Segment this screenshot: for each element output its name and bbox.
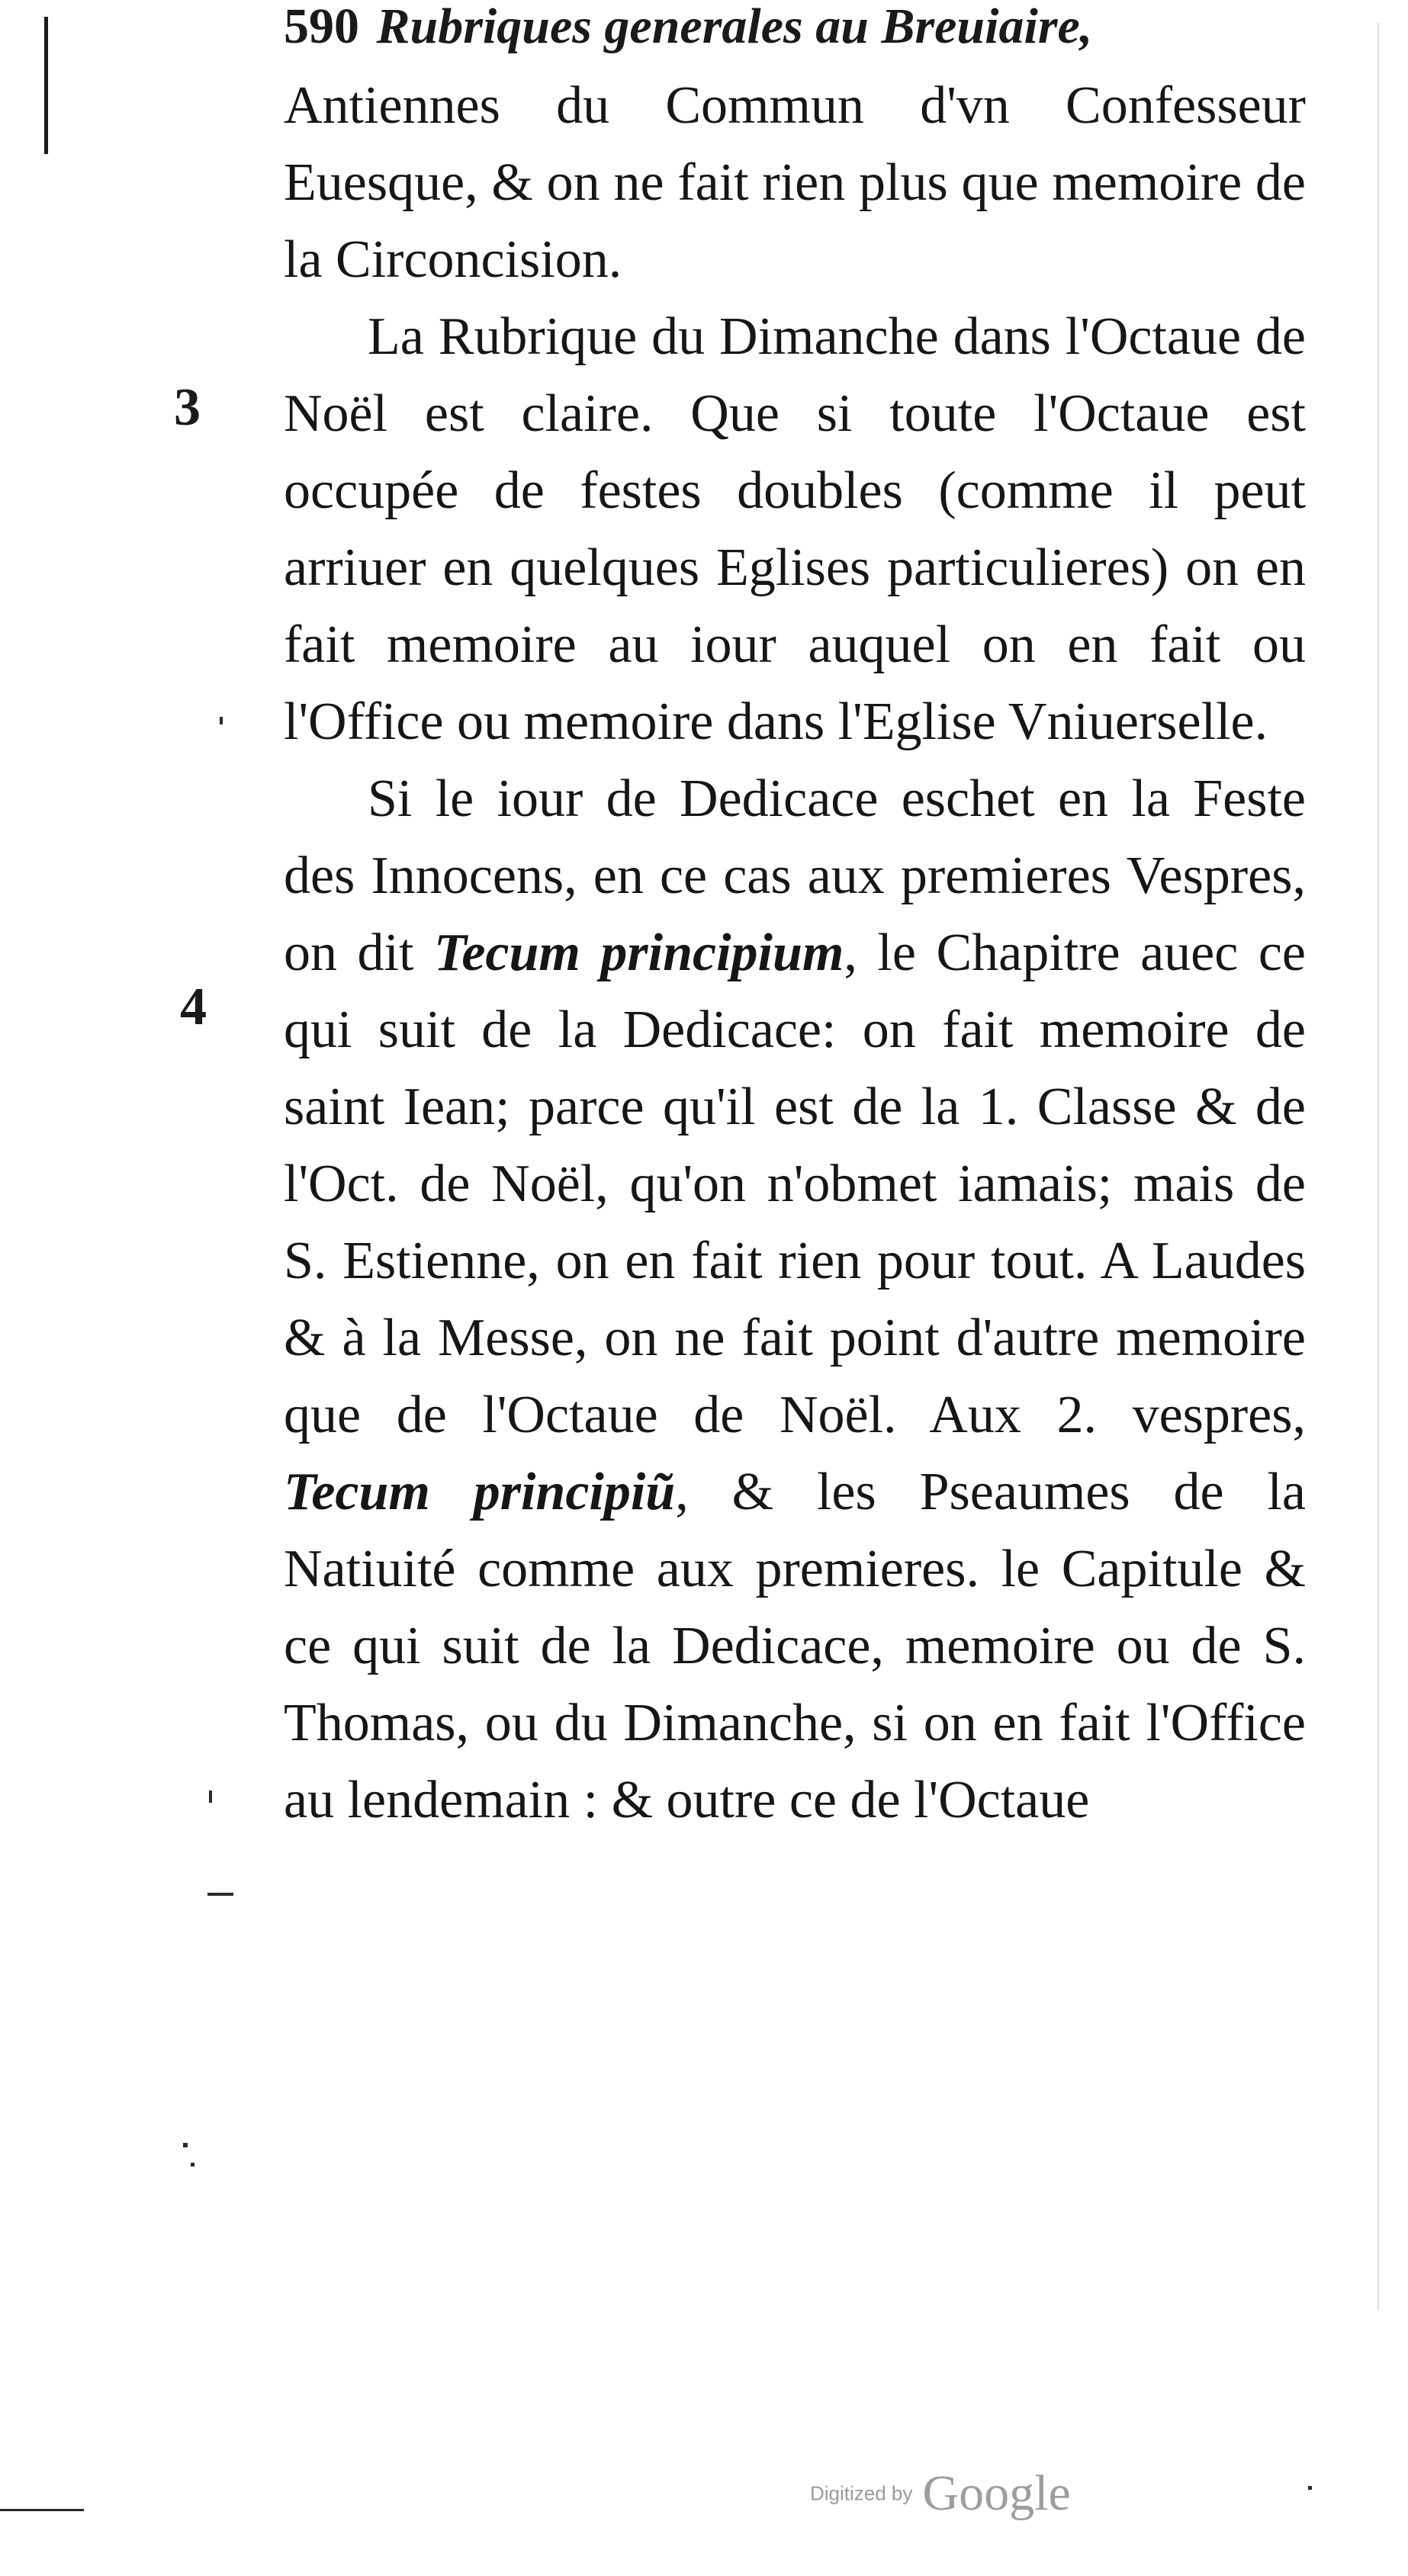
scan-edge-mark [44,17,48,154]
scan-speck [209,1791,212,1803]
digitization-watermark [810,2465,1130,2526]
google-logo: Google [922,2465,1071,2521]
running-title: Rubriques generales au Breuiaire, [376,0,1093,53]
paragraph-3: La Rubrique du Dimanche dans l'Octaue de Noël est claire. Que si toute l'Octaue est occupée de festes doubles (comme il peut arriuer en quelques Eglises particulieres) on en fait memoire au iour auquel on en fait ou l'Office ou memoire dans l'Eglise Vniuerselle. [284,307,1306,751]
digitized-by-label: Digitized by [810,2481,913,2505]
paragraph-4-part-1: Si le iour de Dedicace eschet en la Feste des Innocens, en ce cas aux premieres Vespres, on dit [284,769,1306,982]
scan-speck [220,717,223,724]
paragraph-continuation: Antiennes du Commun d'vn Confesseur Euesque, & on ne fait rien plus que memoire de la Circoncision. [284,76,1306,289]
paragraph-number-4: 4 [180,978,207,1036]
scan-bottom-mark [0,2509,84,2511]
scan-speck [191,2163,194,2166]
page-number: 590 [284,0,359,53]
running-header [284,0,1344,53]
scan-speck [183,2143,188,2147]
paragraph-number-3: 3 [174,378,201,437]
body-text [284,67,1306,1839]
scan-gutter-line [1377,23,1379,2311]
paragraph-4-part-3: , & les Pseaumes de la Natiuité comme aux premieres. le Capitule & ce qui suit de la Dedicace, memoire ou de S. Thomas, ou du Dimanche, si on en fait l'Office au lendemain : & outre ce de l'Octaue [284,1463,1306,1829]
latin-phrase-tecum-principiu: Tecum principiũ [284,1463,676,1521]
paragraph-4 [284,760,1306,1839]
scan-speck [1308,2486,1312,2490]
paragraph-4-part-2: , le Chapitre auec ce qui suit de la Dedicace: on fait memoire de saint Iean; parce qu'il est de la 1. Classe & de l'Oct. de Noël, qu'on n'obmet iamais; mais de S. Estienne, on en fait rien pour tout. A Laudes & à la Messe, on ne fait point d'autre memoire que de l'Octaue de Noël. Aux 2. vespres, [284,923,1306,1444]
latin-phrase-tecum-principium: Tecum principium [434,923,844,982]
scan-speck [207,1893,233,1896]
